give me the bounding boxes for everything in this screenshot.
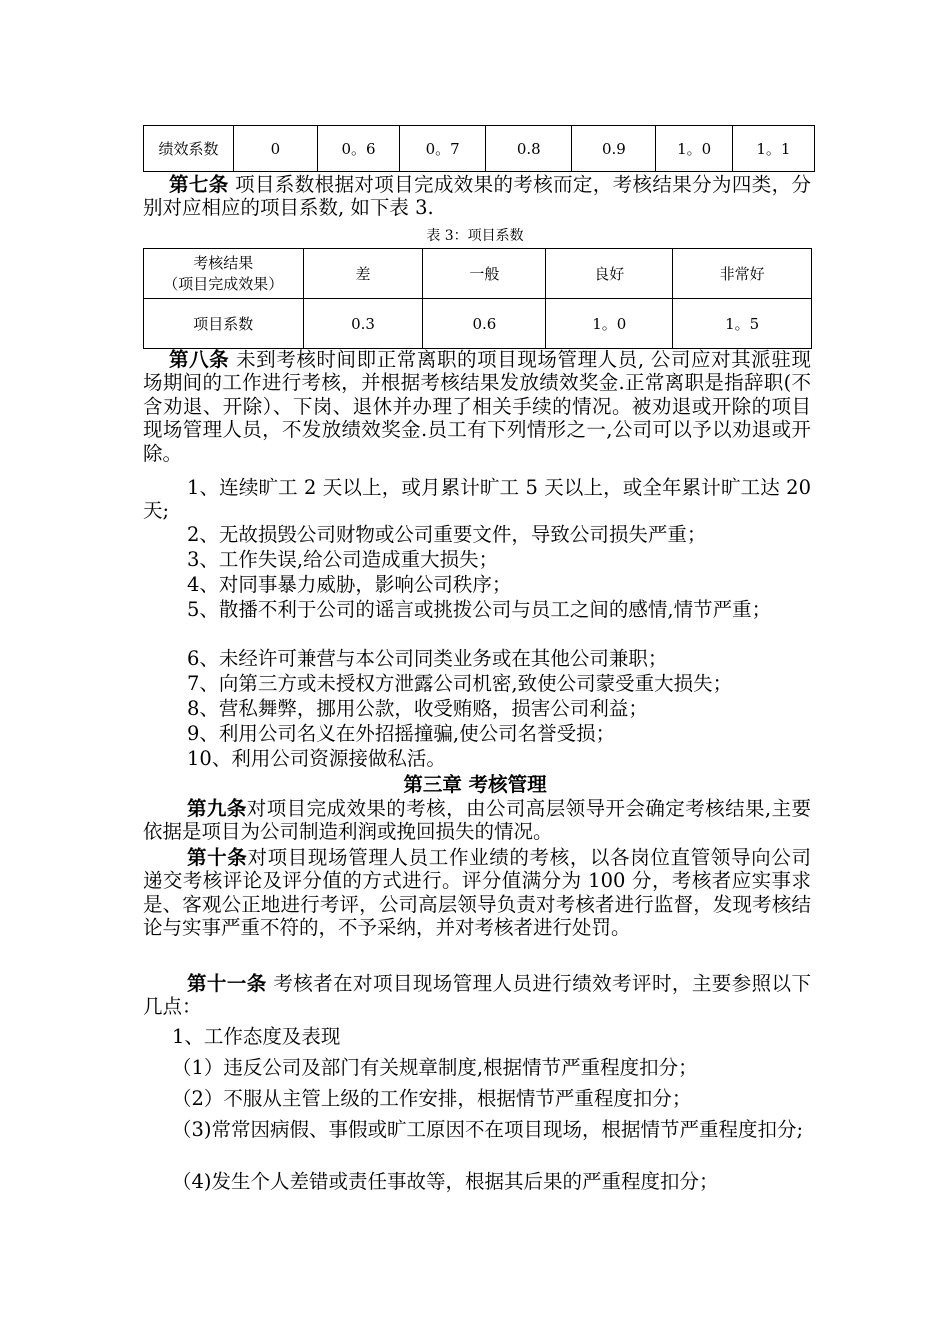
chapter-heading: 第三章 考核管理 — [403, 773, 547, 796]
table-header-cell — [144, 249, 304, 299]
header-line: 考核结果 — [193, 253, 254, 272]
project-coefficient-table — [143, 248, 812, 349]
table-header-cell: 绩效系数 — [144, 126, 234, 172]
list-item: 4、对同事暴力威胁，影响公司秩序； — [187, 573, 512, 596]
table-header-cell: 良好 — [546, 249, 673, 299]
list-item: 6、未经许可兼营与本公司同类业务或在其他公司兼职； — [187, 647, 668, 670]
subsection-heading: 1、工作态度及表现 — [172, 1025, 341, 1048]
list-item: 8、营私舞弊，挪用公款，收受贿赂，损害公司利益； — [187, 697, 648, 720]
table-cell: 1。1 — [732, 126, 814, 172]
table-cell: 0.6 — [423, 299, 546, 349]
article-title: 第七条 — [169, 173, 229, 196]
table-cell: 0.3 — [303, 299, 423, 349]
list-item: （2）不服从主管上级的工作安排，根据情节严重程度扣分； — [172, 1087, 692, 1110]
table-row — [144, 249, 812, 299]
table-cell: 1。5 — [673, 299, 812, 349]
list-item: 9、利用公司名义在外招摇撞骗,使公司名誉受损； — [187, 722, 616, 745]
article-9 — [143, 797, 811, 844]
list-item: 3、工作失误,给公司造成重大损失； — [187, 548, 499, 571]
header-line: （项目完成效果） — [163, 274, 284, 293]
article-title: 第十一条 — [187, 972, 267, 995]
article-body: 对项目完成效果的考核，由公司高层领导开会确定考核结果,主要依据是项目为公司制造利润或挽回损失的情况。 — [143, 797, 811, 844]
performance-coefficient-table — [143, 125, 815, 172]
article-body: 项目系数根据对项目完成效果的考核而定，考核结果分为四类，分别对应相应的项目系数, 如下表 3. — [143, 173, 811, 220]
article-title: 第十条 — [187, 846, 248, 869]
article-title: 第八条 — [169, 348, 230, 371]
article-7 — [143, 173, 811, 220]
list-item: 2、无故损毁公司财物或公司重要文件，导致公司损失严重； — [187, 523, 707, 546]
article-11 — [143, 972, 811, 1019]
list-item: （1）违反公司及部门有关规章制度,根据情节严重程度扣分； — [172, 1056, 698, 1079]
table-cell: 0.8 — [486, 126, 572, 172]
table-cell: 0。7 — [400, 126, 486, 172]
table-header-cell: 差 — [303, 249, 423, 299]
table-caption: 表 3：项目系数 — [426, 228, 524, 244]
table-cell: 1。0 — [546, 299, 673, 349]
article-body: 对项目现场管理人员工作业绩的考核，以各岗位直管领导向公司递交考核评论及评分值的方式进行。评分值满分为 100 分，考核者应实事求是、客观公正地进行考评，公司高层领导负责对考核者进行监督，发现考核结论与实事严重不符的，不予采纳，并对考核者进行处罚。 — [143, 846, 811, 940]
table-header-cell: 一般 — [423, 249, 546, 299]
table-row — [144, 299, 812, 349]
list-item: （4)发生个人差错或责任事故等，根据其后果的严重程度扣分； — [172, 1170, 719, 1193]
article-8 — [143, 348, 811, 465]
list-item: 5、散播不利于公司的谣言或挑拨公司与员工之间的感情,情节严重； — [187, 598, 772, 621]
table-header-cell: 项目系数 — [144, 299, 304, 349]
table-cell: 0 — [233, 126, 317, 172]
article-title: 第九条 — [187, 797, 247, 820]
article-body: 未到考核时间即正常离职的项目现场管理人员, 公司应对其派驻现场期间的工作进行考核，并根据考核结果发放绩效奖金.正常离职是指辞职(不含劝退、开除）、下岗、退休并办理了相关手续的情况。被劝退或开除的项目现场管理人员，不发放绩效奖金.员工有下列情形之一,公司可以予以劝退或开除。 — [143, 348, 811, 465]
article-body: 考核者在对项目现场管理人员进行绩效考评时，主要参照以下几点： — [143, 972, 811, 1019]
table-row — [144, 126, 815, 172]
list-item: 10、利用公司资源接做私活。 — [187, 747, 446, 770]
list-item: （3)常常因病假、事假或旷工原因不在项目现场，根据情节严重程度扣分; — [172, 1118, 804, 1141]
table-cell: 1。0 — [656, 126, 732, 172]
table-header-cell: 非常好 — [673, 249, 812, 299]
table-cell: 0.9 — [572, 126, 656, 172]
article-10 — [143, 846, 811, 940]
list-item: 1、连续旷工 2 天以上，或月累计旷工 5 天以上，或全年累计旷工达 20 天; — [143, 476, 811, 523]
list-item: 7、向第三方或未授权方泄露公司机密,致使公司蒙受重大损失； — [187, 672, 733, 695]
table-cell: 0。6 — [317, 126, 399, 172]
